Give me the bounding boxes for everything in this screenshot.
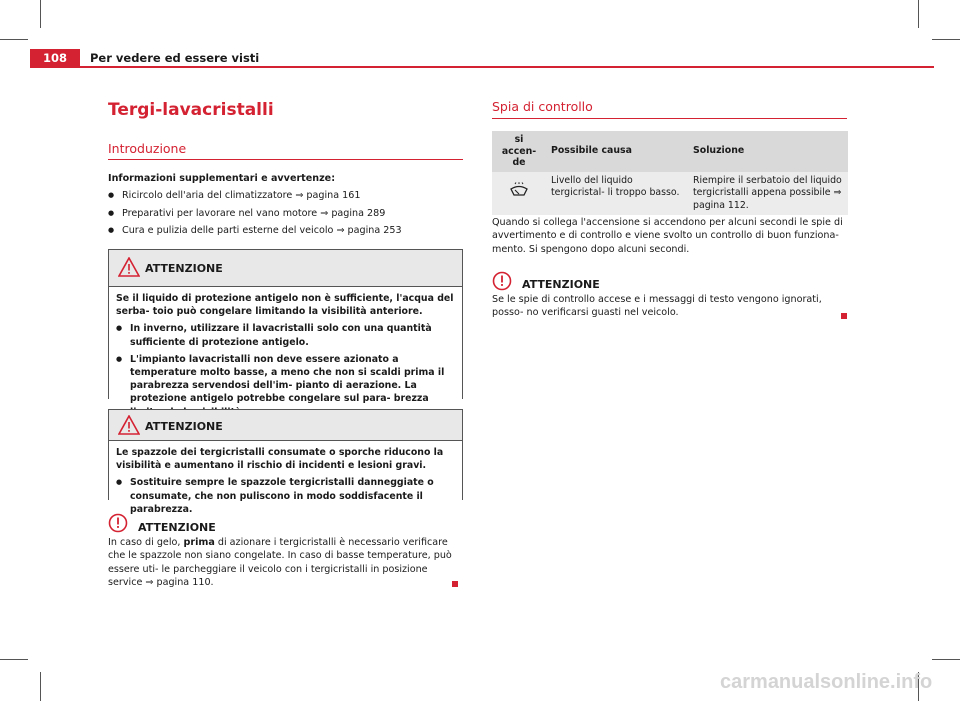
running-title: Per vedere ed essere visti <box>90 51 260 65</box>
info-heading: Informazioni supplementari e avvertenze: <box>108 173 336 184</box>
table-cell-cause: Livello del liquido tergicristal- li troppo basso. <box>546 172 688 216</box>
watermark <box>720 668 945 694</box>
warning-text: Se il liquido di protezione antigelo non è sufficiente, l'acqua del serba- toio può congelare limitando la visibilità anteriore. <box>116 293 454 318</box>
note-label: ATTENZIONE <box>138 521 216 534</box>
warning-item: ● Sostituire sempre le spazzole tergicristalli danneggiate o consumate, che non puliscono in modo soddisfacente il parabrezza. <box>116 476 455 516</box>
note-text-start: In caso di gelo, <box>108 537 184 548</box>
subsection-title: Introduzione <box>108 141 187 156</box>
info-item: ● Preparativi per lavorare nel vano motore ⇒ pagina 289 <box>108 207 463 220</box>
warning-item: ● L'impianto lavacristalli non deve essere azionato a temperature molto basse, a meno che non si scaldi prima il parabrezza servendosi dell'im- pianto di aerazione. La protezione antigelo potrebbe congelare sul para- brezza <box>116 353 455 419</box>
table-header: Possibile causa <box>546 131 688 172</box>
section-end-marker <box>452 581 458 587</box>
warning-box-wiper-blades <box>108 409 463 515</box>
info-item: ● Ricircolo dell'aria del climatizzatore ⇒ pagina 161 <box>108 189 463 202</box>
note-text-emphasis: prima <box>183 537 215 548</box>
warning-item: ● In inverno, utilizzare il lavacristalli solo con una quantità sufficiente di protezione antigelo. <box>116 322 455 348</box>
warning-text: Le spazzole dei tergicristalli consumate o sporche riducono la visibilità e aumentano il rischio di incidenti e lesioni gravi. <box>116 447 444 472</box>
warning-triangle-icon <box>118 257 140 277</box>
section-rule-right <box>492 118 847 119</box>
caution-icon <box>108 513 128 533</box>
table-header-row <box>492 131 848 172</box>
warning-label: ATTENZIONE <box>145 262 223 275</box>
info-item: ● Cura e pulizia delle parti esterne del veicolo ⇒ pagina 253 <box>108 224 463 237</box>
body-paragraph: Quando si collega l'accensione si accendono per alcuni secondi le spie di avvertimento e di controllo e viene svolto un controllo di buon funziona- mento. Si spengono dopo alcuni secondi. <box>492 217 843 255</box>
note-text-right: Se le spie di controllo accese e i messaggi di testo vengono ignorati, posso- no verificarsi guasti nel veicolo. <box>492 294 822 319</box>
section-end-marker <box>841 313 847 319</box>
svg-text:carmanualsonline.info: carmanualsonline.info <box>720 671 933 693</box>
warning-triangle-icon <box>118 415 140 435</box>
table-cell-solution: Riempire il serbatoio del liquido tergicristalli appena possibile ⇒ pagina 112. <box>688 172 848 216</box>
warning-box-antifreeze <box>108 249 463 405</box>
section-title-right: Spia di controllo <box>492 99 593 114</box>
washer-fluid-icon <box>509 182 529 198</box>
caution-icon <box>492 271 512 291</box>
info-block <box>108 172 463 238</box>
page-number: 108 <box>30 49 80 67</box>
section-title: Tergi-lavacristalli <box>108 100 274 120</box>
table-header: si accen- de <box>492 131 546 172</box>
header-rule <box>30 66 934 68</box>
table-row <box>492 172 848 216</box>
warning-label: ATTENZIONE <box>145 420 223 433</box>
note-label-right: ATTENZIONE <box>522 278 600 291</box>
note-text-end: di azionare i tergicristalli è necessario verificare che le spazzole non siano congelate. In caso di basse temperature, può essere uti- le parcheggiare il veicolo con i tergicristalli in posizione service ⇒ pagina 110. <box>108 537 452 589</box>
subsection-rule <box>108 159 463 160</box>
table-cell-icon <box>492 172 546 216</box>
warning-light-table <box>492 131 848 215</box>
note-text <box>108 536 464 590</box>
table-header: Soluzione <box>688 131 848 172</box>
